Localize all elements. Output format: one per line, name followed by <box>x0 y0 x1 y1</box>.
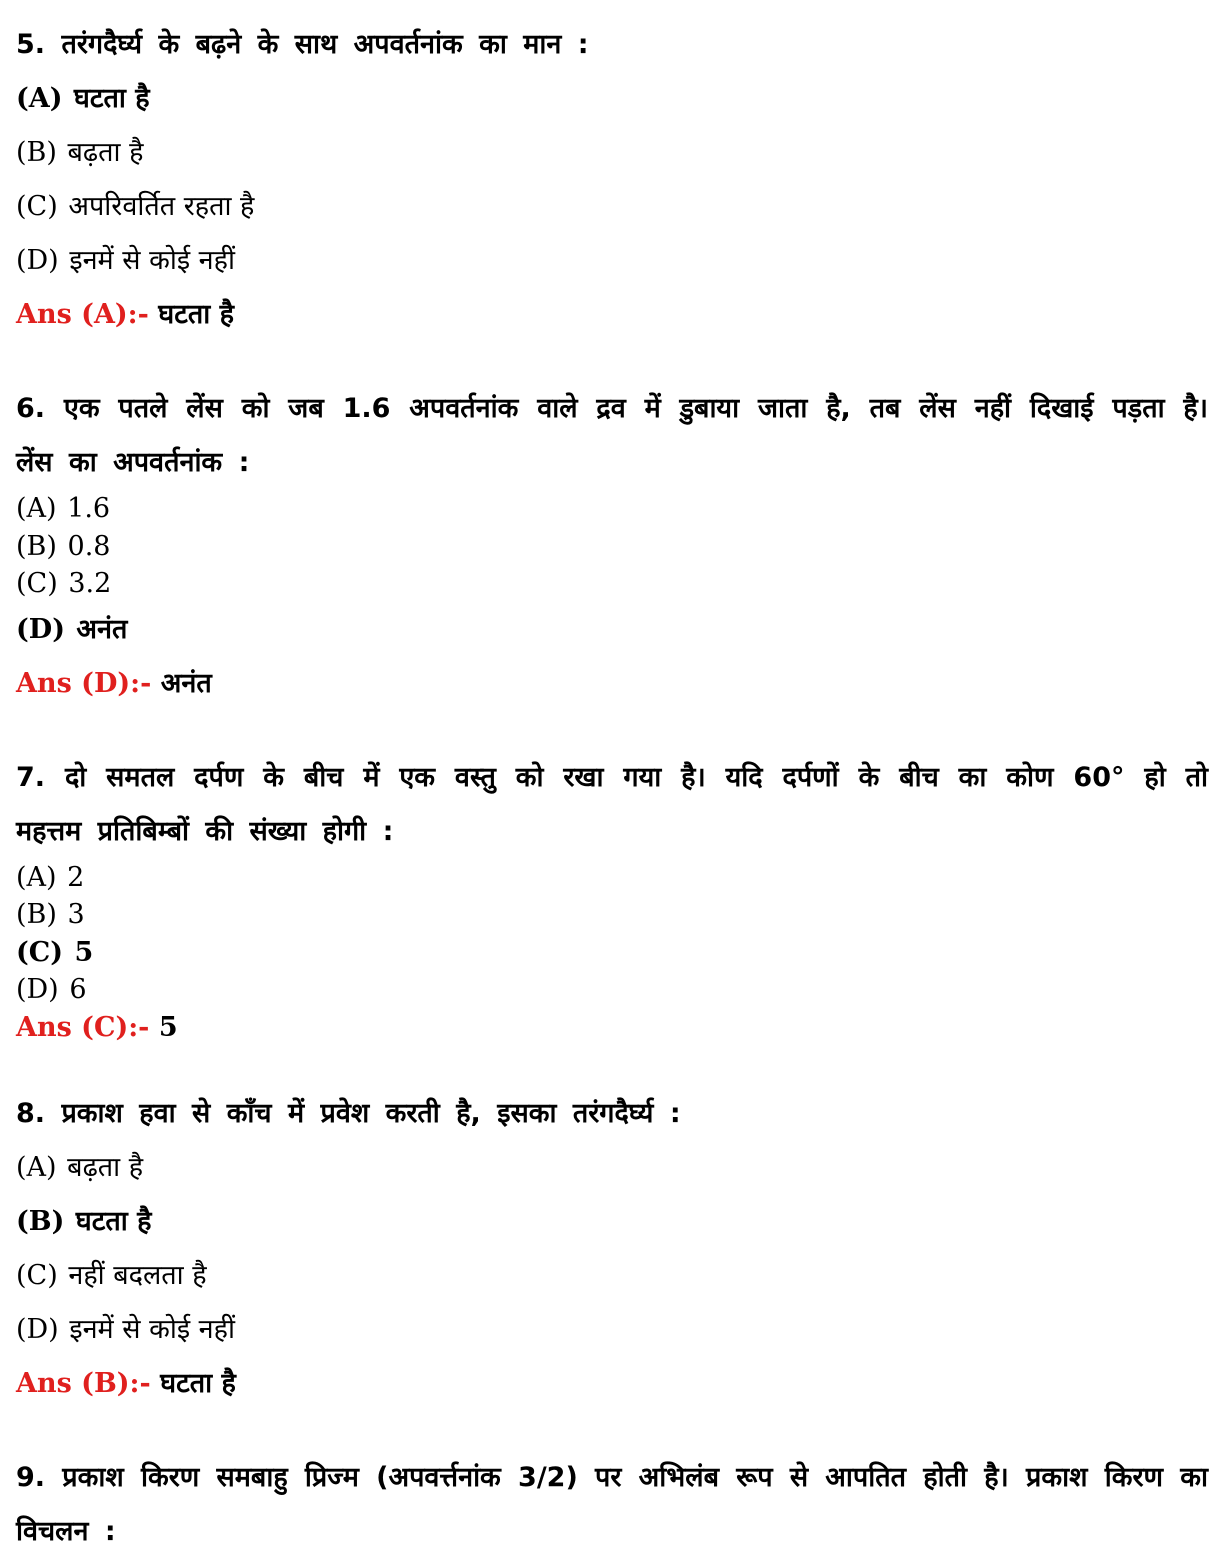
question-block-7 <box>16 751 1208 1047</box>
option-c <box>16 565 1208 603</box>
question-block-6 <box>16 382 1208 711</box>
spacer <box>16 711 1208 751</box>
question-text: 9. प्रकाश किरण समबाहु प्रिज्म (अपवर्त्तनांक 3/2) पर अभिलंब रूप से आपतित होती है। प्रकाश किरण का विचलन : <box>16 1461 1208 1547</box>
answer-line <box>16 1009 1208 1047</box>
option-label: (D) <box>16 245 59 276</box>
option-text: 0.8 <box>67 530 111 562</box>
option-a <box>16 72 1208 126</box>
option-b <box>16 896 1208 934</box>
question-block-9 <box>16 1451 1208 1559</box>
option-d <box>16 603 1208 657</box>
option-a <box>16 490 1208 528</box>
spacer <box>16 1047 1208 1087</box>
option-text: 3.2 <box>68 568 112 599</box>
option-text: घटता है <box>75 1205 152 1237</box>
option-label: (C) <box>16 191 58 222</box>
option-label: (B) <box>16 137 57 168</box>
question-text: 5. तरंगदैर्घ्य के बढ़ने के साथ अपवर्तनांक का मान : <box>16 29 589 60</box>
option-b <box>16 1195 1208 1249</box>
spacer <box>16 1411 1208 1451</box>
answer-line <box>16 288 1208 342</box>
option-label: (A) <box>16 861 57 893</box>
option-text: इनमें से कोई नहीं <box>69 245 236 276</box>
option-label: (C) <box>16 936 64 968</box>
option-label: (C) <box>16 1259 58 1291</box>
option-c <box>16 934 1208 972</box>
option-text: 2 <box>67 861 85 893</box>
answer-line <box>16 1357 1208 1411</box>
answer-text: घटता है <box>160 1367 236 1399</box>
option-c <box>16 180 1208 234</box>
question-text: 7. दो समतल दर्पण के बीच में एक वस्तु को रखा गया है। यदि दर्पणों के बीच का कोण 60° हो तो महत्तम प्रतिबिम्बों की संख्या होगी : <box>16 761 1208 847</box>
option-text: बढ़ता है <box>67 137 144 168</box>
option-text: घटता है <box>73 83 150 114</box>
option-label: (B) <box>16 1205 65 1237</box>
option-text: अपरिवर्तित रहता है <box>68 191 255 222</box>
option-label: (A) <box>16 83 63 114</box>
option-text: 1.6 <box>67 493 111 524</box>
question-text: 6. एक पतले लेंस को जब 1.6 अपवर्तनांक वाले द्रव में डुबाया जाता है, तब लेंस नहीं दिखाई पड़ता है। लेंस का अपवर्तनांक : <box>16 393 1208 478</box>
option-text: 6 <box>69 974 87 1005</box>
option-label: (C) <box>16 568 58 599</box>
option-label: (A) <box>16 493 57 524</box>
option-text: इनमें से कोई नहीं <box>69 1313 236 1345</box>
answer-text: अनंत <box>160 667 212 699</box>
spacer <box>16 342 1208 382</box>
option-d <box>16 1303 1208 1357</box>
question-text: 8. प्रकाश हवा से काँच में प्रवेश करती है, इसका तरंगदैर्घ्य : <box>16 1097 681 1129</box>
option-label: (A) <box>16 1151 57 1183</box>
option-label: (B) <box>16 899 57 930</box>
option-b <box>16 126 1208 180</box>
answer-label: Ans (C):- <box>16 1011 150 1043</box>
option-text: अनंत <box>76 613 128 645</box>
question-block-5 <box>16 18 1208 342</box>
answer-text: 5 <box>158 1011 178 1043</box>
option-b <box>16 528 1208 566</box>
option-d <box>16 234 1208 288</box>
option-text: 5 <box>74 936 94 968</box>
option-d <box>16 971 1208 1009</box>
option-a <box>16 859 1208 897</box>
option-c <box>16 1249 1208 1303</box>
option-label: (B) <box>16 530 57 562</box>
answer-label: Ans (A):- <box>16 299 149 330</box>
question-block-8 <box>16 1087 1208 1411</box>
option-label: (D) <box>16 974 59 1005</box>
option-label: (D) <box>16 613 65 645</box>
option-text: 3 <box>67 899 85 930</box>
answer-line <box>16 657 1208 711</box>
option-text: नहीं बदलता है <box>68 1259 207 1291</box>
answer-label: Ans (B):- <box>16 1367 151 1399</box>
option-text: बढ़ता है <box>67 1151 144 1183</box>
option-label: (D) <box>16 1313 59 1345</box>
answer-text: घटता है <box>158 299 234 330</box>
option-a <box>16 1141 1208 1195</box>
answer-label: Ans (D):- <box>16 667 152 699</box>
